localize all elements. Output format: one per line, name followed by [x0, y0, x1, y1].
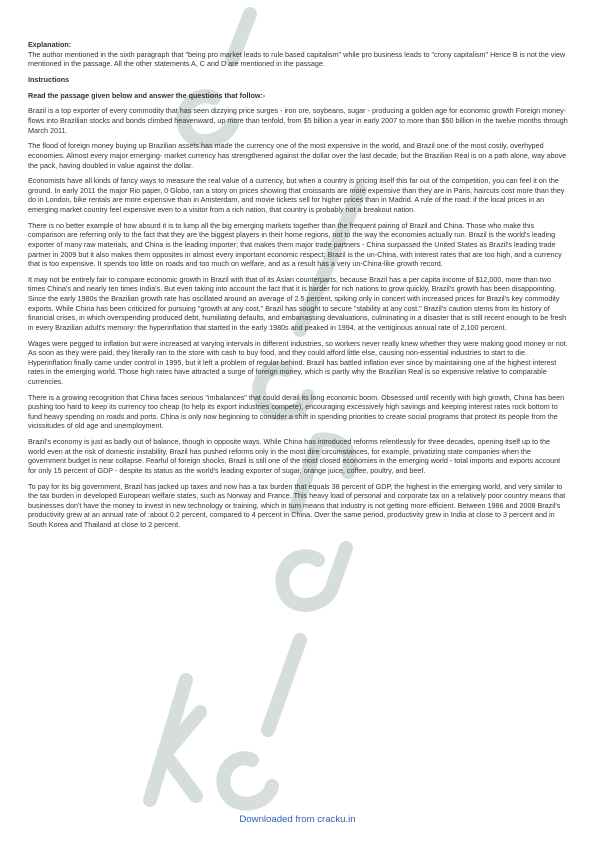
- passage-paragraph-5: It may not be entirely fair to compare economic growth in Brazil with that of its Asian counterparts, because Brazil has a per capita income of $12,000, more than two times China's and nearly ten times India's. But even taking into account the fact that it is harder for rich nations to grow quickly, Brazil's growth has been disappointing. Since the early 1980s the Brazilian growth rate has oscillated around an average of 2.5 percent, spiking only in concert with increased prices for Brazil's key commodity exports. While China has been criticized for pursuing "growth at any cost," Brazil has sought to secure "stability at any cost." Brazil's caution stems from its history of financial crises, in which overspending produced debt, humiliating defaults, and embarrassing devaluations, culminating in a disaster that is still recent enough to be fresh in every Brazilian adult's memory: the hyperinflation that started in the early 1980s and peaked in 1994, at the vertiginous annual rate of 2,100 percent.: [28, 274, 567, 332]
- passage-paragraph-3: Economists have all kinds of fancy ways to measure the real value of a currency, but when a country is pricing itself this far out of the competition, you can feel it on the ground. In early 2011 the major Rio paper, 0 Globo, ran a story on prices showing that croissants are more expensive than they are in Paris, haircuts cost more than they do in London, bike rentals are more expensive than in Amsterdam, and movie tickets sell for higher prices than in Madrid. A rule of the road: if the local prices in an emerging market country feel expensive even to a visitor from a rich nation, that country is probably not a breakout nation.: [28, 176, 565, 215]
- explanation-text: The author mentioned in the sixth paragraph that "being pro market leads to rule based capitalism" while pro business leads to "crony capitalism" Hence B is not the view mentioned in the passage. All the other statements A, C and D are mentioned in the passage.: [28, 49, 566, 69]
- passage-paragraph-9: To pay for its big government, Brazil has jacked up taxes and now has a tax burden that equals 38 percent of GDP, the highest in the emerging world, and very similar to the tax burden in developed European welfare states, such as Norway and France. This heavy load of personal and corporate tax on a relatively poor country means that businesses don't have the money to invest in new technology or training, which in turn means that industry is not getting more efficient. Between 1986 and 2008 Brazil's productivity grew at an annual rate of :about 0.2 percent, compared to 4 percent in China. Over the same period, productivity grew in India at close to 3 percent and in South Korea and Thailand at close to 2 percent.: [28, 481, 566, 529]
- passage-paragraph-1: Brazil is a top exporter of every commodity that has seen dizzying price surges - iron ore, soybeans, sugar - producing a golden age for economic growth Foreign money-flows into Brazilian stocks and bonds climbed heavenward, up more than tenfold, from $5 billion a year in early 2007 to more than $50 billion in the twelve months through March 2011.: [28, 106, 568, 135]
- footer-download-link[interactable]: Downloaded from cracku.in: [239, 814, 356, 825]
- instructions-heading: Instructions: [28, 74, 70, 84]
- explanation-heading: Explanation:: [28, 40, 72, 49]
- passage-paragraph-8: Brazil's economy is just as badly out of balance, though in opposite ways. While China has introduced reforms relentlessly for three decades, opening itself up to the world even at the risk of domestic instability, Brazil has pushed reforms only in the most dire circumstances, for example, privatizing state companies when the government budget is near collapse. Fearful of foreign shocks, Brazil is still one of the most closed economies in the emerging world - total imports and exports account for only 15 percent of GDP - despite its status as the world's leading exporter of sugar, orange juice, coffee, poultry, and beef.: [28, 437, 561, 475]
- passage-paragraph-7: There is a growing recognition that China faces serious "imbalances" that could derail its long economic boom. Obsessed until recently with high growth, China has been pushing too hard to keep its currency too cheap (to help its export industries compete), encouraging excessively high savings and keeping interest rates rock bottom to fund heavy spending on roads and ports. China is only now beginning to consider a shift in spending priorities to create social programs that protect its people from the vicissitudes of old age and unemployment.: [28, 392, 565, 431]
- passage-paragraph-2: The flood of foreign money buying up Brazilian assets has made the currency one of the most expensive in the world, and Brazil one of the most costly, overhyped economies. Almost every major emerging- market currency has strengthened against the dollar over the last decade, but the Brazilian Real is on a path alone, way above the pack, having doubled in value against the dollar.: [28, 141, 567, 170]
- instructions-prompt: Read the passage given below and answer the questions that follow:-: [28, 90, 266, 100]
- passage-paragraph-4: There is no better example of how absurd it is to lump all the big emerging markets together than the frequent pairing of Brazil and China. Those who make this comparison are referring only to the fact that they are the biggest players in their home regions, not to the way the economies actually run. Brazil is the world's leading exporter of many raw materials, and China is the leading importer; that makes them major trade partners - China surpassed the United States as Brazil's leading trade partner in 2009 but it also makes them opposites in almost every important economic respect: Brazil is the un-China, with interest rates that are too high, and a currency that is too expensive. It spends too little on roads and too much on welfare, and as a result has a very un-China-like growth record.: [28, 220, 562, 269]
- passage-content: [28, 40, 569, 536]
- passage-paragraph-6: Wages were pegged to inflation but were increased at varying intervals in different industries, so workers never really knew whether they were making good money or not. As soon as they were paid, they literally ran to the store with cash to buy food, and they could afford little else, causing non-essential industries to start to die. Hyperinflation finally came under control in 1995, but it left a problem of regular behind. Brazil has battled inflation ever since by maintaining one of the highest interest rates in the emerging world. Those high rates have attracted a surge of foreign money, which is partly why the Brazilian Real is so expensive relative to comparable currencies.: [28, 338, 568, 386]
